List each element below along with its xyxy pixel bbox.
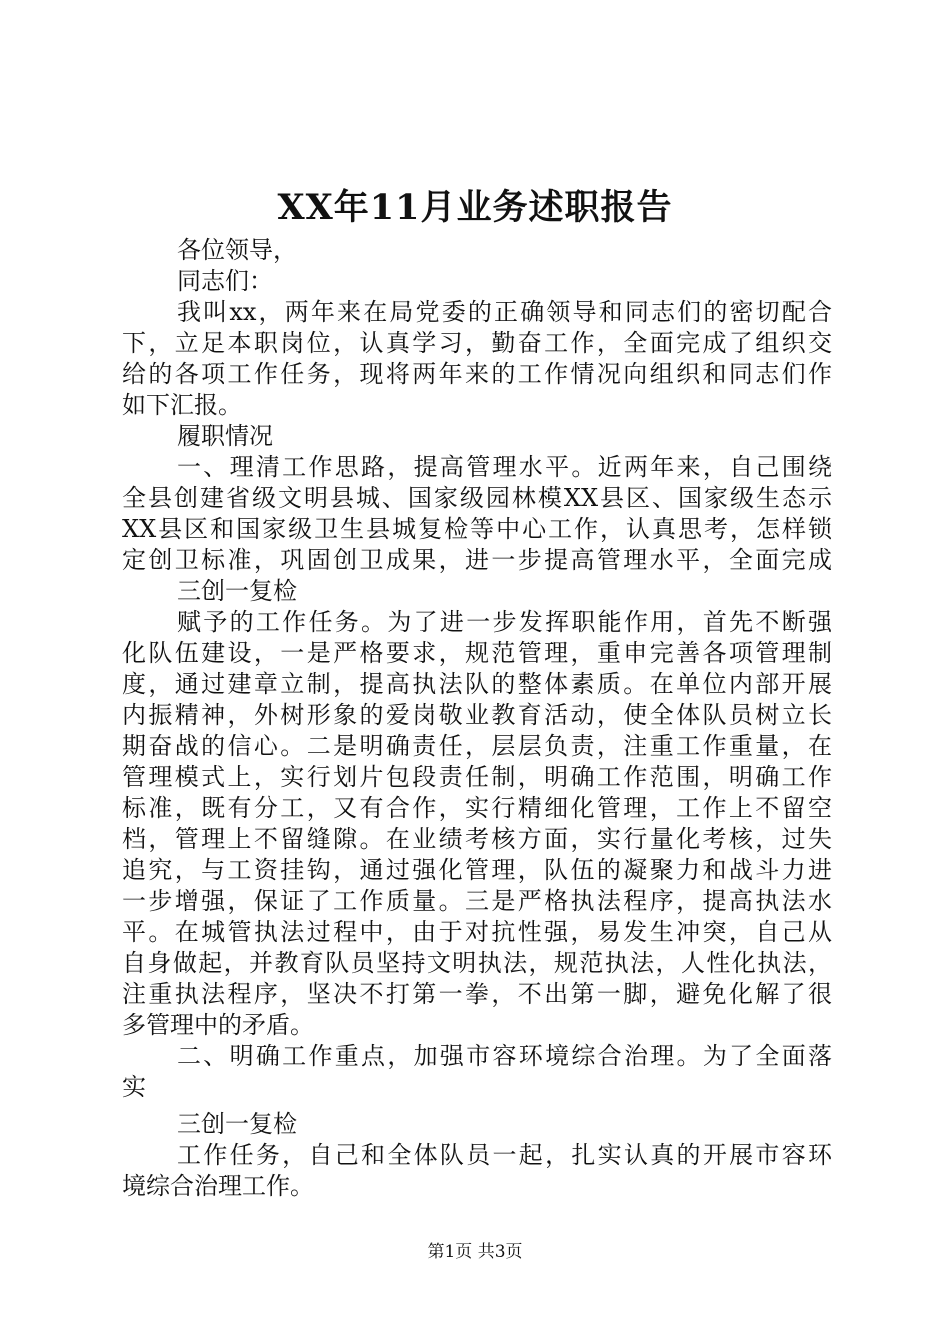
paragraph-line: 多管理中的矛盾。 (122, 1011, 314, 1039)
page-footer: 第1页 共3页 (427, 1242, 523, 1262)
paragraph-line: 二、明确工作重点，加强市容环境综合治理。为了全面落 (177, 1042, 832, 1070)
paragraph-line: 给的各项工作任务，现将两年来的工作情况向组织和同志们作 (122, 360, 832, 388)
paragraph-line: 化队伍建设，一是严格要求，规范管理，重申完善各项管理制 (122, 639, 832, 667)
paragraph-line: 自身做起，并教育队员坚持文明执法，规范执法，人性化执法， (122, 949, 832, 977)
paragraph-line: 档，管理上不留缝隙。在业绩考核方面，实行量化考核，过失 (122, 825, 832, 853)
paragraph-line: 实 (122, 1073, 146, 1101)
paragraph-line: 标准，既有分工，又有合作，实行精细化管理，工作上不留空 (122, 794, 832, 822)
document-body (122, 235, 832, 1202)
salutation-line: 同志们： (177, 267, 273, 295)
section-heading: 履职情况 (177, 422, 273, 450)
paragraph-line: 全县创建省级文明县城、国家级园林模XX县区、国家级生态示 (122, 484, 832, 512)
paragraph-line: 注重执法程序，坚决不打第一拳，不出第一脚，避免化解了很 (122, 980, 832, 1008)
paragraph-line: 赋予的工作任务。为了进一步发挥职能作用，首先不断强 (177, 608, 832, 636)
paragraph-line: 我叫xx，两年来在局党委的正确领导和同志们的密切配合 (177, 298, 832, 326)
paragraph-line: 期奋战的信心。二是明确责任，层层负责，注重工作重量，在 (122, 732, 832, 760)
paragraph-line: 一步增强，保证了工作质量。三是严格执法程序，提高执法水 (122, 887, 832, 915)
paragraph-line: 工作任务，自己和全体队员一起，扎实认真的开展市容环 (177, 1141, 832, 1169)
paragraph-line: 平。在城管执法过程中，由于对抗性强，易发生冲突，自己从 (122, 918, 832, 946)
paragraph-line: 度，通过建章立制，提高执法队的整体素质。在单位内部开展 (122, 670, 832, 698)
paragraph-line: 一、理清工作思路，提高管理水平。近两年来，自己围绕 (177, 453, 832, 481)
document-title: XX年11月业务述职报告 (277, 187, 673, 228)
paragraph-line: 内振精神，外树形象的爱岗敬业教育活动，使全体队员树立长 (122, 701, 832, 729)
salutation-line: 各位领导， (177, 236, 297, 264)
paragraph-line: 境综合治理工作。 (122, 1172, 314, 1200)
paragraph-line: 如下汇报。 (122, 391, 242, 419)
paragraph-line: 定创卫标准，巩固创卫成果，进一步提高管理水平，全面完成 (122, 546, 832, 574)
paragraph-line: 管理模式上，实行划片包段责任制，明确工作范围，明确工作 (122, 763, 832, 791)
paragraph-line: 追究，与工资挂钩，通过强化管理，队伍的凝聚力和战斗力进 (122, 856, 832, 884)
paragraph-line: XX县区和国家级卫生县城复检等中心工作，认真思考，怎样锁 (122, 515, 832, 543)
subheading-line: 三创一复检 (177, 577, 297, 605)
paragraph-line: 下，立足本职岗位，认真学习，勤奋工作，全面完成了组织交 (122, 329, 832, 357)
subheading-line: 三创一复检 (177, 1110, 297, 1138)
